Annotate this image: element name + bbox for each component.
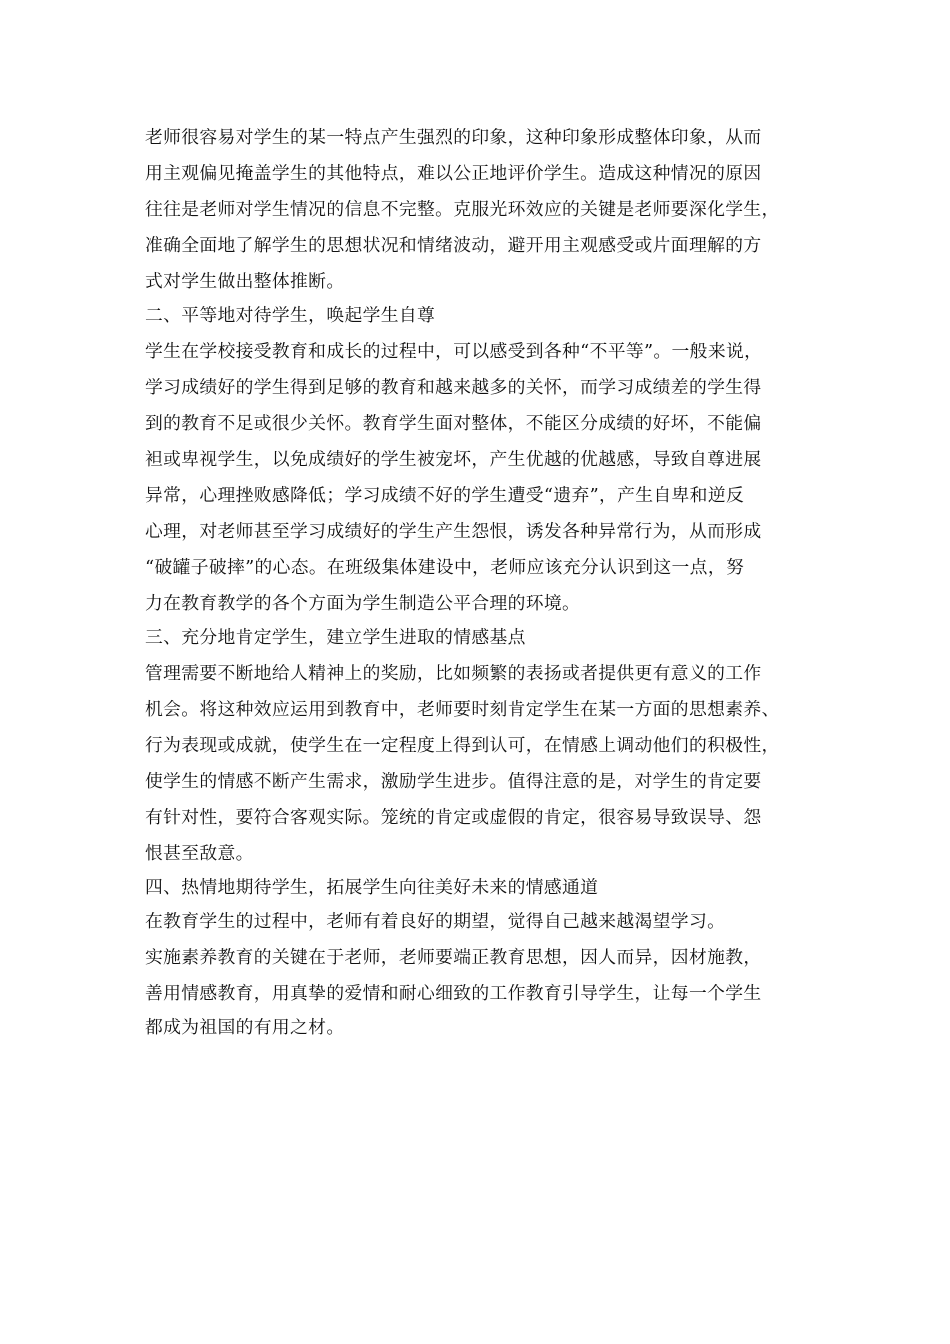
text-line: 学习成绩好的学生得到足够的教育和越来越多的关怀，而学习成绩差的学生得 [145,377,762,398]
text-line: 恨甚至敌意。 [145,843,254,864]
text-line: 使学生的情感不断产生需求，激励学生进步。值得注意的是，对学生的肯定要 [145,771,762,792]
text-line: “破罐子破摔”的心态。在班级集体建设中，老师应该充分认识到这一点，努 [145,557,745,578]
text-line: 机会。将这种效应运用到教育中，老师要时刻肯定学生在某一方面的思想素养、 [145,699,780,720]
text-line: 准确全面地了解学生的思想状况和情绪波动，避开用主观感受或片面理解的方 [145,235,762,256]
section-heading: 三、充分地肯定学生，建立学生进取的情感基点 [145,627,526,648]
text-line: 式对学生做出整体推断。 [145,271,345,292]
section-heading: 四、热情地期待学生，拓展学生向往美好未来的情感通道 [145,877,599,898]
text-line: 往往是老师对学生情况的信息不完整。克服光环效应的关键是老师要深化学生， [145,199,780,220]
text-line: 异常，心理挫败感降低；学习成绩不好的学生遭受“遗弃”，产生自卑和逆反 [145,485,745,506]
text-line: 有针对性，要符合客观实际。笼统的肯定或虚假的肯定，很容易导致误导、怨 [145,807,762,828]
text-line: 用主观偏见掩盖学生的其他特点，难以公正地评价学生。造成这种情况的原因 [145,163,762,184]
text-line: 学生在学校接受教育和成长的过程中，可以感受到各种“不平等”。一般来说， [145,341,763,362]
text-line: 实施素养教育的关键在于老师，老师要端正教育思想，因人而异，因材施教， [145,947,762,968]
text-line: 心理，对老师甚至学习成绩好的学生产生怨恨，诱发各种异常行为，从而形成 [145,521,762,542]
text-line: 善用情感教育，用真挚的爱情和耐心细致的工作教育引导学生，让每一个学生 [145,983,762,1004]
text-line: 到的教育不足或很少关怀。教育学生面对整体，不能区分成绩的好坏，不能偏 [145,413,762,434]
text-line: 老师很容易对学生的某一特点产生强烈的印象，这种印象形成整体印象，从而 [145,127,762,148]
text-line: 袒或卑视学生，以免成绩好的学生被宠坏，产生优越的优越感，导致自尊进展 [145,449,762,470]
section-heading: 二、平等地对待学生，唤起学生自尊 [145,305,436,326]
text-line: 管理需要不断地给人精神上的奖励，比如频繁的表扬或者提供更有意义的工作 [145,663,762,684]
text-line: 都成为祖国的有用之材。 [145,1017,345,1038]
text-line: 行为表现或成就，使学生在一定程度上得到认可，在情感上调动他们的积极性， [145,735,780,756]
text-line: 在教育学生的过程中，老师有着良好的期望，觉得自己越来越渴望学习。 [145,911,726,932]
text-line: 力在教育教学的各个方面为学生制造公平合理的环境。 [145,593,581,614]
